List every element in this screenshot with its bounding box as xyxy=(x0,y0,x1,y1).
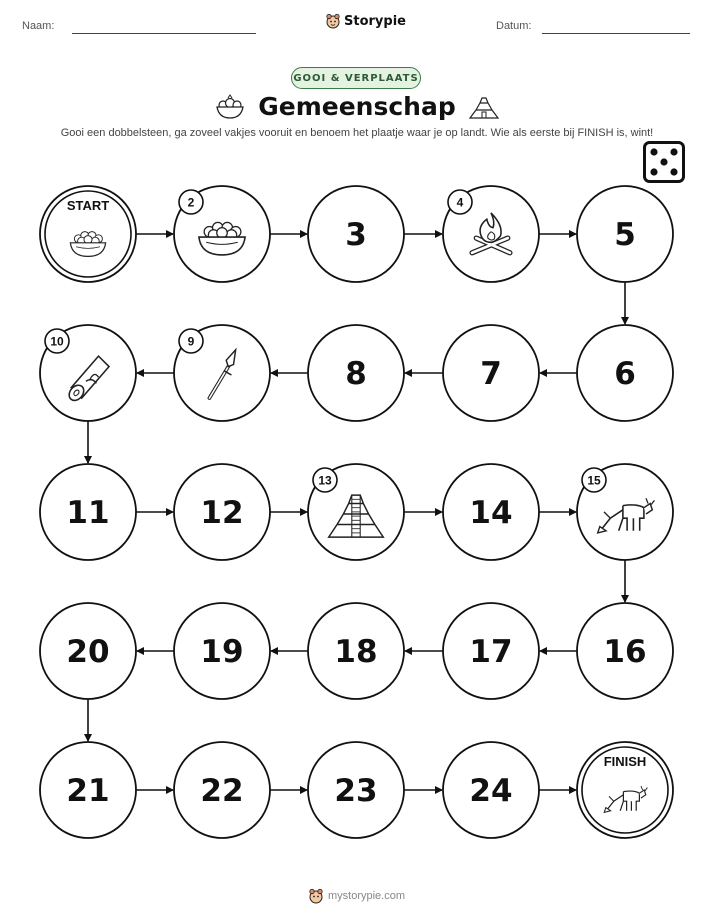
board-cell-19[interactable] xyxy=(174,603,270,699)
cell-number: 4 xyxy=(456,195,464,210)
cell-number: 14 xyxy=(469,495,513,531)
cell-number: 8 xyxy=(345,356,367,392)
cell-number: 5 xyxy=(614,217,636,253)
board-cell-5[interactable] xyxy=(577,186,673,282)
board-cell-4[interactable] xyxy=(443,186,539,282)
storypie-mascot-icon xyxy=(309,888,323,904)
board-cell-22[interactable] xyxy=(174,742,270,838)
board-cell-9[interactable] xyxy=(174,325,270,421)
board-cells xyxy=(40,186,673,838)
fruit-bowl-icon xyxy=(199,222,245,255)
cell-number: 23 xyxy=(334,773,378,809)
board-cell-15[interactable] xyxy=(577,464,673,560)
cell-number: 3 xyxy=(345,217,367,253)
board-cell-6[interactable] xyxy=(577,325,673,421)
name-label: Naam: xyxy=(22,20,55,32)
board-cell-24[interactable] xyxy=(443,742,539,838)
board-cell-17[interactable] xyxy=(443,603,539,699)
cell-number: 13 xyxy=(318,473,332,488)
cell-number: 22 xyxy=(200,773,244,809)
board-cell-2[interactable] xyxy=(174,186,270,282)
start-label: START xyxy=(66,198,110,213)
cell-number: 18 xyxy=(334,634,378,670)
instructions: Gooi een dobbelsteen, ga zoveel vakjes vooruit en benoem het plaatje waar je op landt. Wie als eerste bij FINISH is, wint! xyxy=(60,127,654,139)
board-cell-1[interactable] xyxy=(40,186,136,282)
board-cell-21[interactable] xyxy=(40,742,136,838)
board-cell-23[interactable] xyxy=(308,742,404,838)
cell-number: 20 xyxy=(66,634,110,670)
cell-number: 11 xyxy=(66,495,110,531)
date-label: Datum: xyxy=(496,20,532,32)
board-cell-10[interactable] xyxy=(40,325,136,421)
cell-number: 6 xyxy=(614,356,636,392)
board-cell-25[interactable] xyxy=(577,742,673,838)
cell-number: 7 xyxy=(480,356,502,392)
cell-number: 24 xyxy=(469,773,513,809)
finish-label: FINISH xyxy=(603,754,647,769)
footer xyxy=(0,888,714,904)
cell-number: 9 xyxy=(187,334,195,349)
cell-number: 17 xyxy=(469,634,513,670)
board-cell-14[interactable] xyxy=(443,464,539,560)
cell-number: 12 xyxy=(200,495,244,531)
brand-name: Storypie xyxy=(344,13,406,29)
board-cell-11[interactable] xyxy=(40,464,136,560)
footer-url: mystorypie.com xyxy=(327,890,406,902)
board-cell-8[interactable] xyxy=(308,325,404,421)
cell-number: 16 xyxy=(603,634,647,670)
board-cell-13[interactable] xyxy=(308,464,404,560)
page-title: Gemeenschap xyxy=(258,92,456,121)
board-cell-16[interactable] xyxy=(577,603,673,699)
game-type-badge: GOOI & VERPLAATS xyxy=(291,67,421,89)
board-cell-18[interactable] xyxy=(308,603,404,699)
cell-number: 19 xyxy=(200,634,244,670)
cell-number: 2 xyxy=(187,195,195,210)
fruit-bowl-icon xyxy=(70,232,105,257)
board-cell-3[interactable] xyxy=(308,186,404,282)
board-cell-12[interactable] xyxy=(174,464,270,560)
cell-number: 15 xyxy=(587,473,601,488)
cell-number: 10 xyxy=(50,334,64,349)
board-cell-20[interactable] xyxy=(40,603,136,699)
cell-number: 21 xyxy=(66,773,110,809)
board-cell-7[interactable] xyxy=(443,325,539,421)
